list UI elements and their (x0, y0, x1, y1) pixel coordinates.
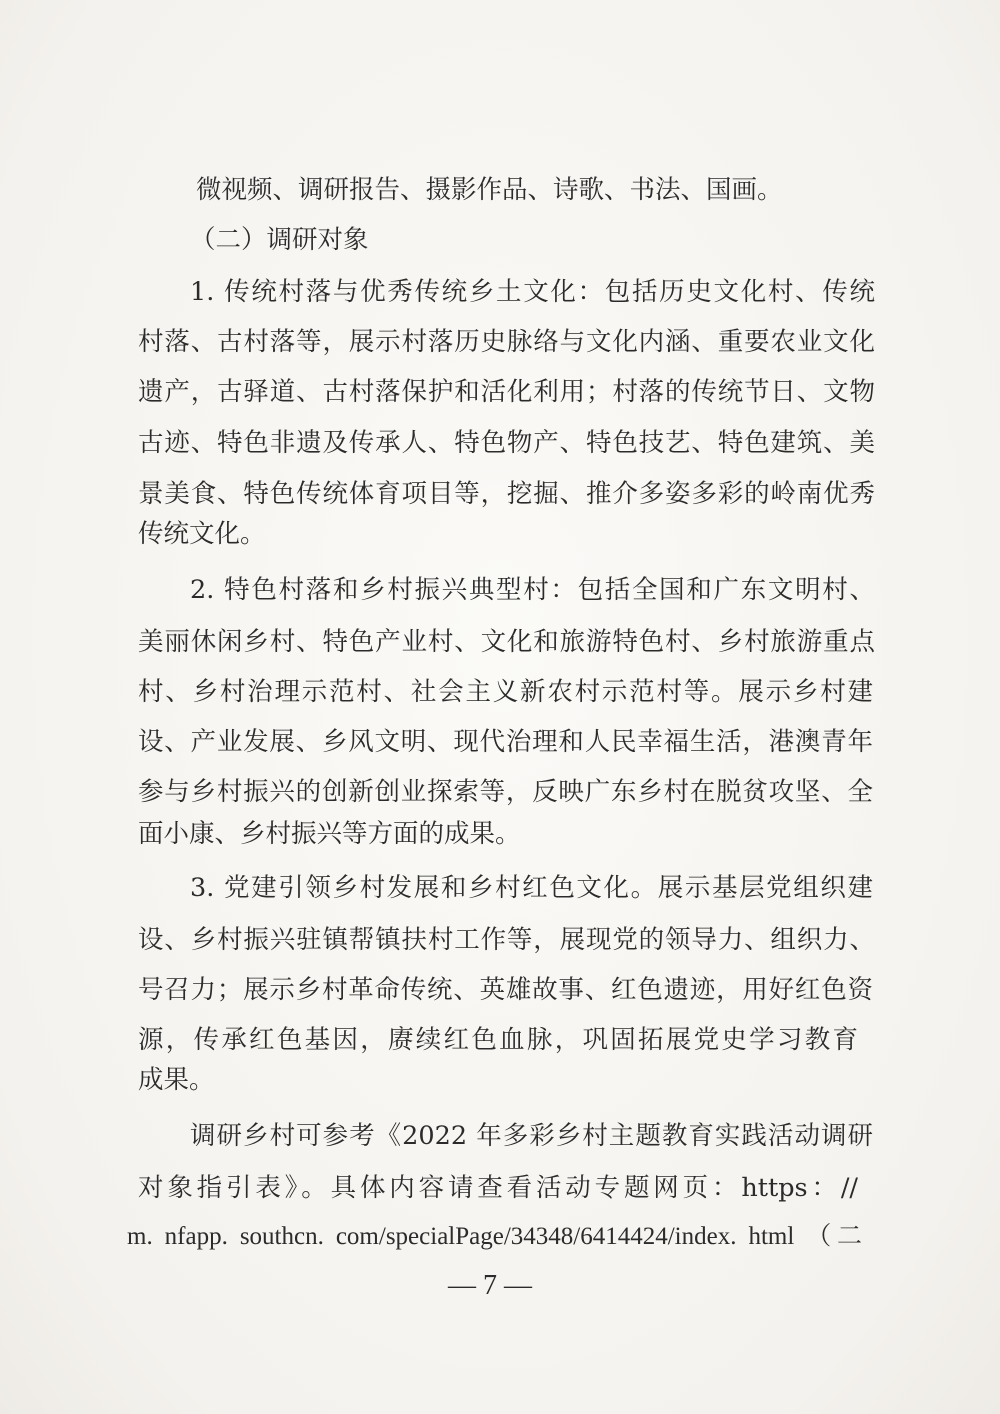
url-line: m. nfapp. southcn. com/specialPage/34348/6414424/index. html （二 (127, 1223, 862, 1250)
body-line-7: 景美食、特色传统体育项目等，挖掘、推介多姿多彩的岭南优秀 (138, 479, 875, 509)
body-line-8: 传统文化。 (138, 519, 266, 549)
body-line-11: 村、乡村治理示范村、社会主义新农村示范村等。展示乡村建 (138, 677, 873, 707)
body-line-5: 遗产，古驿道、古村落保护和活化利用；村落的传统节日、文物 (138, 377, 875, 407)
body-line-16: 设、乡村振兴驻镇帮镇扶村工作等，展现党的领导力、组织力、 (138, 925, 875, 955)
body-line-17: 号召力；展示乡村革命传统、英雄故事、红色遗迹，用好红色资 (138, 975, 873, 1005)
section-heading: （二）调研对象 (190, 225, 369, 255)
body-line-20: 调研乡村可参考《2022 年多彩乡村主题教育实践活动调研 (190, 1121, 873, 1151)
body-line-21: 对象指引表》。具体内容请查看活动专题网页：https：// (138, 1173, 858, 1203)
body-line-13: 参与乡村振兴的创新创业探索等，反映广东乡村在脱贫攻坚、全 (138, 777, 873, 807)
body-line-10: 美丽休闲乡村、特色产业村、文化和旅游特色村、乡村旅游重点 (138, 627, 875, 657)
body-line-9: 2. 特色村落和乡村振兴典型村：包括全国和广东文明村、 (190, 575, 875, 605)
body-line-6: 古迹、特色非遗及传承人、特色物产、特色技艺、特色建筑、美 (138, 428, 875, 458)
body-line-3: 1. 传统村落与优秀传统乡土文化：包括历史文化村、传统 (190, 277, 875, 307)
body-line-15: 3. 党建引领乡村发展和乡村红色文化。展示基层党组织建 (190, 873, 873, 903)
body-line-18: 源，传承红色基因，赓续红色血脉，巩固拓展党史学习教育 (138, 1025, 858, 1055)
body-line-19: 成果。 (138, 1065, 215, 1095)
body-line-1: 微视频、调研报告、摄影作品、诗歌、书法、国画。 (196, 175, 783, 205)
body-line-12: 设、产业发展、乡风文明、现代治理和人民幸福生活，港澳青年 (138, 727, 873, 757)
body-line-14: 面小康、乡村振兴等方面的成果。 (138, 819, 521, 849)
body-line-4: 村落、古村落等，展示村落历史脉络与文化内涵、重要农业文化 (138, 327, 875, 357)
page-number: — 7 — (448, 1270, 532, 1301)
